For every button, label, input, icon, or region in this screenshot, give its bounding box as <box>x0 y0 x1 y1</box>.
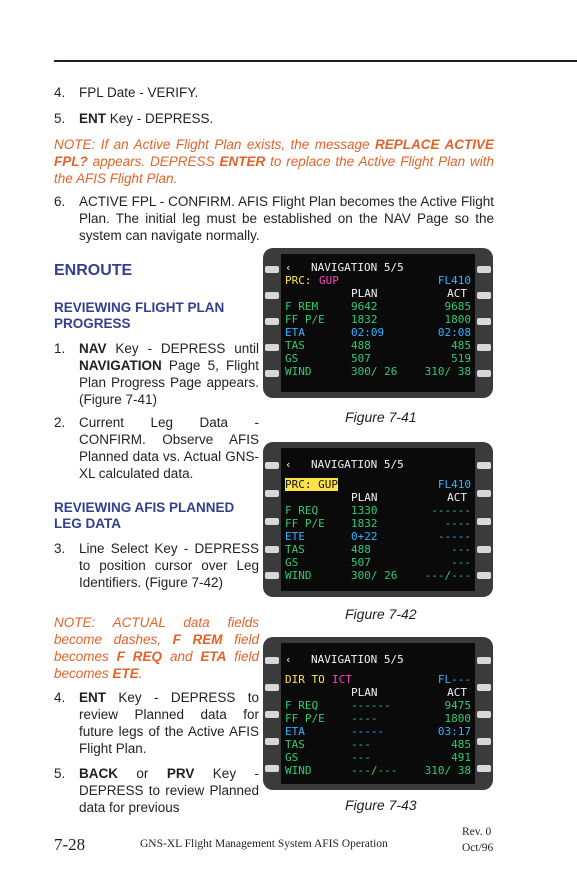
cdu-data-row <box>285 751 471 764</box>
line-select-key[interactable] <box>265 572 279 579</box>
cdu-row-plan: 507 <box>351 352 371 365</box>
line-select-key[interactable] <box>265 546 279 553</box>
footer-rev: Rev. 0 <box>462 826 492 838</box>
cdu-row-plan: 9642 <box>351 300 378 313</box>
cdu-data-row <box>285 725 471 738</box>
cdu-row-act: 310/ 38 <box>424 764 471 777</box>
cdu-row-act: ---/--- <box>424 569 471 582</box>
line-select-key[interactable] <box>265 657 279 664</box>
cdu-screen: ‹ NAVIGATION 5/5 DIR TO ICT FL--- PLAN ACT F REQ ------ 9475 FF P/E ---- 1800 ETA ----- 03:17 TAS --- 485 GS --- 491 WIND ---/--- 310/ 38 <box>281 643 475 784</box>
caption-figure-7-41: Figure 7-41 <box>345 409 417 425</box>
line-select-key[interactable] <box>477 292 491 299</box>
cdu-row-plan: 1832 <box>351 517 378 530</box>
cdu-data-row <box>285 530 471 543</box>
line-select-key[interactable] <box>265 711 279 718</box>
cdu-row-act: 491 <box>451 751 471 764</box>
line-select-key[interactable] <box>477 518 491 525</box>
cdu-data-row <box>285 313 471 326</box>
cdu-row-act: ----- <box>437 530 471 543</box>
enroute-step-3: 3. Line Select Key - DEPRESS to position cursor over Leg Identifiers. (Figure 7-42) <box>54 541 259 590</box>
line-select-key[interactable] <box>265 490 279 497</box>
step-4: 4. FPL Date - VERIFY. <box>54 85 199 100</box>
cdu-data-row <box>285 569 471 582</box>
cdu-row-act: 1800 <box>444 712 471 725</box>
cdu-row-act: 9475 <box>444 699 471 712</box>
cdu-row-act: 310/ 38 <box>424 365 471 378</box>
note-replace-active-fpl: NOTE: If an Active Flight Plan exists, the message REPLACE ACTIVE FPL? appears. DEPRESS ENTER to replace the Active Flight Plan with the AFIS Flight Plan. <box>54 137 495 186</box>
heading-reviewing-progress: REVIEWING FLIGHT PLAN PROGRESS <box>54 300 225 331</box>
caption-figure-7-43: Figure 7-43 <box>345 797 417 813</box>
cdu-data-row <box>285 712 471 725</box>
step-6: 6. ACTIVE FPL - CONFIRM. AFIS Flight Plan becomes the Active Flight Plan. The initial leg must be established on the NAV Page so the system can navigate normally. <box>54 194 494 243</box>
cdu-data-row <box>285 764 471 777</box>
cdu-data-row <box>285 517 471 530</box>
cdu-row-plan: 02:09 <box>351 326 385 339</box>
cdu-data-row <box>285 326 471 339</box>
cdu-data-row <box>285 556 471 569</box>
cdu-figure-7-42 <box>263 442 493 597</box>
cdu-row-act: ---- <box>444 517 471 530</box>
cdu-row-act: 9685 <box>444 300 471 313</box>
cdu-figure-7-41 <box>263 248 493 398</box>
cdu-row-plan: 488 <box>351 543 371 556</box>
cdu-row-label: F REM <box>285 300 319 313</box>
cdu-row-label: ETE <box>285 530 305 543</box>
line-select-key[interactable] <box>265 370 279 377</box>
screen-title: NAVIGATION 5/5 <box>311 261 404 274</box>
cdu-row-act: 485 <box>451 339 471 352</box>
cdu-row-label: WIND <box>285 764 312 777</box>
cdu-row-label: TAS <box>285 543 305 556</box>
cdu-row-label: TAS <box>285 738 305 751</box>
line-select-key[interactable] <box>477 266 491 273</box>
line-select-key[interactable] <box>477 546 491 553</box>
ent-key: ENT <box>79 111 106 126</box>
cdu-row-plan: ---/--- <box>351 764 398 777</box>
cdu-row-label: GS <box>285 352 299 365</box>
line-select-key[interactable] <box>265 292 279 299</box>
cdu-row-label: FF P/E <box>285 517 325 530</box>
cdu-row-act: 1800 <box>444 313 471 326</box>
cdu-row-plan: 300/ 26 <box>351 365 398 378</box>
cdu-figure-7-43 <box>263 637 493 790</box>
enroute-step-1: 1. NAV Key - DEPRESS until NAVIGATION Page 5, Flight Plan Progress Page appears. (Figure 7-41) <box>54 341 259 407</box>
line-select-key[interactable] <box>265 266 279 273</box>
cdu-row-label: ETA <box>285 725 305 738</box>
line-select-key[interactable] <box>265 318 279 325</box>
cdu-data-row <box>285 504 471 517</box>
cdu-row-plan: 507 <box>351 556 371 569</box>
cdu-row-label: GS <box>285 751 299 764</box>
cdu-row-plan: ----- <box>351 725 385 738</box>
step-5: 5. ENT Key - DEPRESS. <box>54 111 214 126</box>
enroute-step-2: 2. Current Leg Data - CONFIRM. Observe AFIS Planned data vs. Actual GNS-XL calculated data. <box>54 415 259 481</box>
cdu-row-plan: 1330 <box>351 504 378 517</box>
footer-title: GNS-XL Flight Management System AFIS Operation <box>140 838 388 850</box>
line-select-key[interactable] <box>477 370 491 377</box>
line-select-key[interactable] <box>477 318 491 325</box>
cdu-row-act: 03:17 <box>437 725 471 738</box>
line-select-key[interactable] <box>265 684 279 691</box>
cdu-data-row <box>285 339 471 352</box>
cdu-data-row <box>285 300 471 313</box>
line-select-key[interactable] <box>265 765 279 772</box>
cdu-row-plan: 488 <box>351 339 371 352</box>
line-select-key[interactable] <box>265 462 279 469</box>
cdu-row-label: GS <box>285 556 299 569</box>
cdu-row-act: ------ <box>431 504 471 517</box>
line-select-key[interactable] <box>477 738 491 745</box>
heading-reviewing-planned: REVIEWING AFIS PLANNED LEG DATA <box>54 500 235 531</box>
heading-enroute: ENROUTE <box>54 262 133 279</box>
cdu-row-act: 519 <box>451 352 471 365</box>
cdu-data-row <box>285 543 471 556</box>
page-number: 7-28 <box>54 835 86 854</box>
cdu-row-label: TAS <box>285 339 305 352</box>
cdu-screen: ‹ NAVIGATION 5/5 PRC: GUP FL410 PLAN ACT F REQ 1330 ------ FF P/E 1832 ---- ETE 0+22 ----- TAS 488 --- GS 507 --- WIND 300/ 26 ---/--- <box>281 448 475 591</box>
footer-date: Oct/96 <box>462 842 494 854</box>
cdu-row-plan: ------ <box>351 699 391 712</box>
line-select-key[interactable] <box>477 657 491 664</box>
line-select-key[interactable] <box>477 462 491 469</box>
line-select-key[interactable] <box>477 711 491 718</box>
line-select-key[interactable] <box>265 518 279 525</box>
caption-figure-7-42: Figure 7-42 <box>345 606 417 622</box>
cdu-row-plan: 0+22 <box>351 530 378 543</box>
cdu-data-row <box>285 699 471 712</box>
cdu-screen: ‹ NAVIGATION 5/5 PRC: GUP FL410 PLAN ACT F REM 9642 9685 FF P/E 1832 1800 ETA 02:09 02:08 TAS 488 485 GS 507 519 WIND 300/ 26 310/ 38 <box>281 254 475 392</box>
cdu-data-row <box>285 738 471 751</box>
note-actual-dashes: NOTE: ACTUAL data fields become dashes, F REM field becomes F REQ and ETA field becomes ETE. <box>54 615 260 681</box>
cdu-row-act: --- <box>451 543 471 556</box>
cdu-row-plan: 300/ 26 <box>351 569 398 582</box>
cursor-leg-identifier: PRC: GUP <box>285 478 338 491</box>
cdu-row-plan: --- <box>351 738 371 751</box>
line-select-key[interactable] <box>265 738 279 745</box>
line-select-key[interactable] <box>477 344 491 351</box>
cdu-row-act: 485 <box>451 738 471 751</box>
enroute-step-5: 5. BACK or PRV Key - DEPRESS to review Planned data for previous <box>54 766 259 815</box>
line-select-key[interactable] <box>477 765 491 772</box>
screen-title: NAVIGATION 5/5 <box>311 653 404 666</box>
line-select-key[interactable] <box>477 490 491 497</box>
cdu-row-plan: ---- <box>351 712 378 725</box>
cdu-row-act: 02:08 <box>437 326 471 339</box>
enroute-step-4: 4. ENT Key - DEPRESS to review Planned data for future legs of the Active AFIS Flight Plan. <box>54 690 259 756</box>
cdu-row-label: WIND <box>285 569 312 582</box>
screen-title: NAVIGATION 5/5 <box>311 458 404 471</box>
line-select-key[interactable] <box>477 572 491 579</box>
cdu-row-act: --- <box>451 556 471 569</box>
cdu-row-label: WIND <box>285 365 312 378</box>
line-select-key[interactable] <box>265 344 279 351</box>
top-rule <box>54 60 577 62</box>
cdu-row-label: ETA <box>285 326 305 339</box>
cdu-row-label: F REQ <box>285 699 319 712</box>
cdu-row-label: FF P/E <box>285 712 325 725</box>
cdu-row-label: FF P/E <box>285 313 325 326</box>
cdu-data-row <box>285 352 471 365</box>
cdu-row-plan: 1832 <box>351 313 378 326</box>
cdu-data-row <box>285 365 471 378</box>
cdu-row-plan: --- <box>351 751 371 764</box>
line-select-key[interactable] <box>477 684 491 691</box>
cdu-row-label: F REQ <box>285 504 319 517</box>
